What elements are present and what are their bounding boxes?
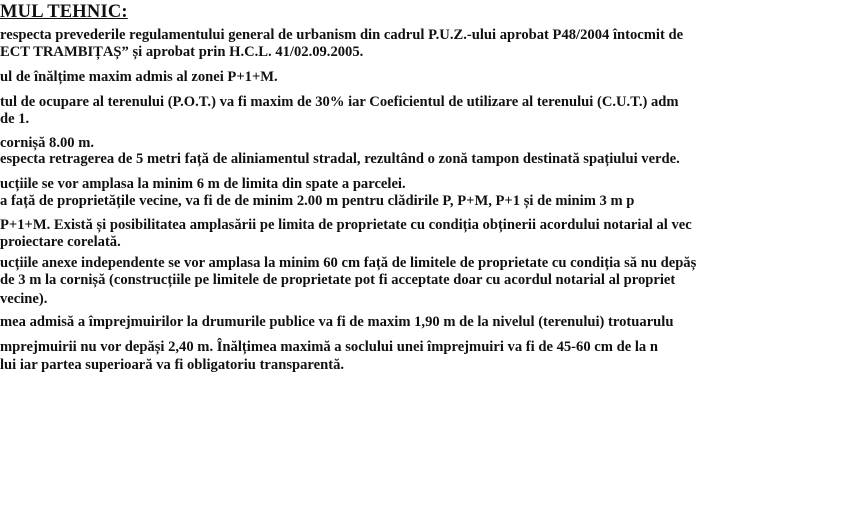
text-line-9: a față de proprietățile vecine, va fi de de minim 2.00 m pentru clădirile P, P+M, P+1 și de minim 3 m p — [0, 193, 635, 209]
text-line-6: cornișă 8.00 m. — [0, 135, 95, 151]
section-heading: MUL TEHNIC: — [0, 2, 128, 22]
text-line-8: ucțiile se vor amplasa la minim 6 m de limita din spate a parcelei. — [0, 176, 406, 192]
text-line-7: especta retragerea de 5 metri față de aliniamentul stradal, rezultând o zonă tampon destinată spațiului verde. — [0, 151, 680, 167]
text-line-15: mea admisă a împrejmuirilor la drumurile publice va fi de maxim 1,90 m de la nivelul (terenului) trotuarulu — [0, 314, 674, 330]
text-line-1: respecta prevederile regulamentului general de urbanism din cadrul P.U.Z.-ului aprobat P48/2004 întocmit de — [0, 27, 684, 43]
text-line-17: lui iar partea superioară va fi obligatoriu transparentă. — [0, 357, 345, 373]
text-line-16: mprejmuirii nu vor depăși 2,40 m. Înălțimea maximă a soclului unei împrejmuiri va fi de 45-60 cm de la n — [0, 339, 658, 355]
text-line-10: P+1+M. Există și posibilitatea amplasării pe limita de proprietate cu condiția obținerii acordului notarial al vec — [0, 217, 692, 233]
text-line-2: ECT TRAMBIȚAȘ” și aprobat prin H.C.L. 41/02.09.2005. — [0, 44, 364, 60]
text-line-14: vecine). — [0, 291, 48, 307]
text-line-12: ucțiile anexe independente se vor amplasa la minim 60 cm față de limitele de proprietate cu condiția să nu depăș — [0, 255, 697, 271]
text-line-5: de 1. — [0, 111, 30, 127]
text-line-4: tul de ocupare al terenului (P.O.T.) va fi maxim de 30% iar Coeficientul de utilizare al terenului (C.U.T.) adm — [0, 94, 679, 110]
text-line-13: de 3 m la cornișă (construcțiile pe limitele de proprietate pot fi acceptate doar cu acordul notarial al propriet — [0, 272, 676, 288]
text-line-3: ul de înălțime maxim admis al zonei P+1+M. — [0, 69, 278, 85]
text-line-11: proiectare corelată. — [0, 234, 121, 250]
